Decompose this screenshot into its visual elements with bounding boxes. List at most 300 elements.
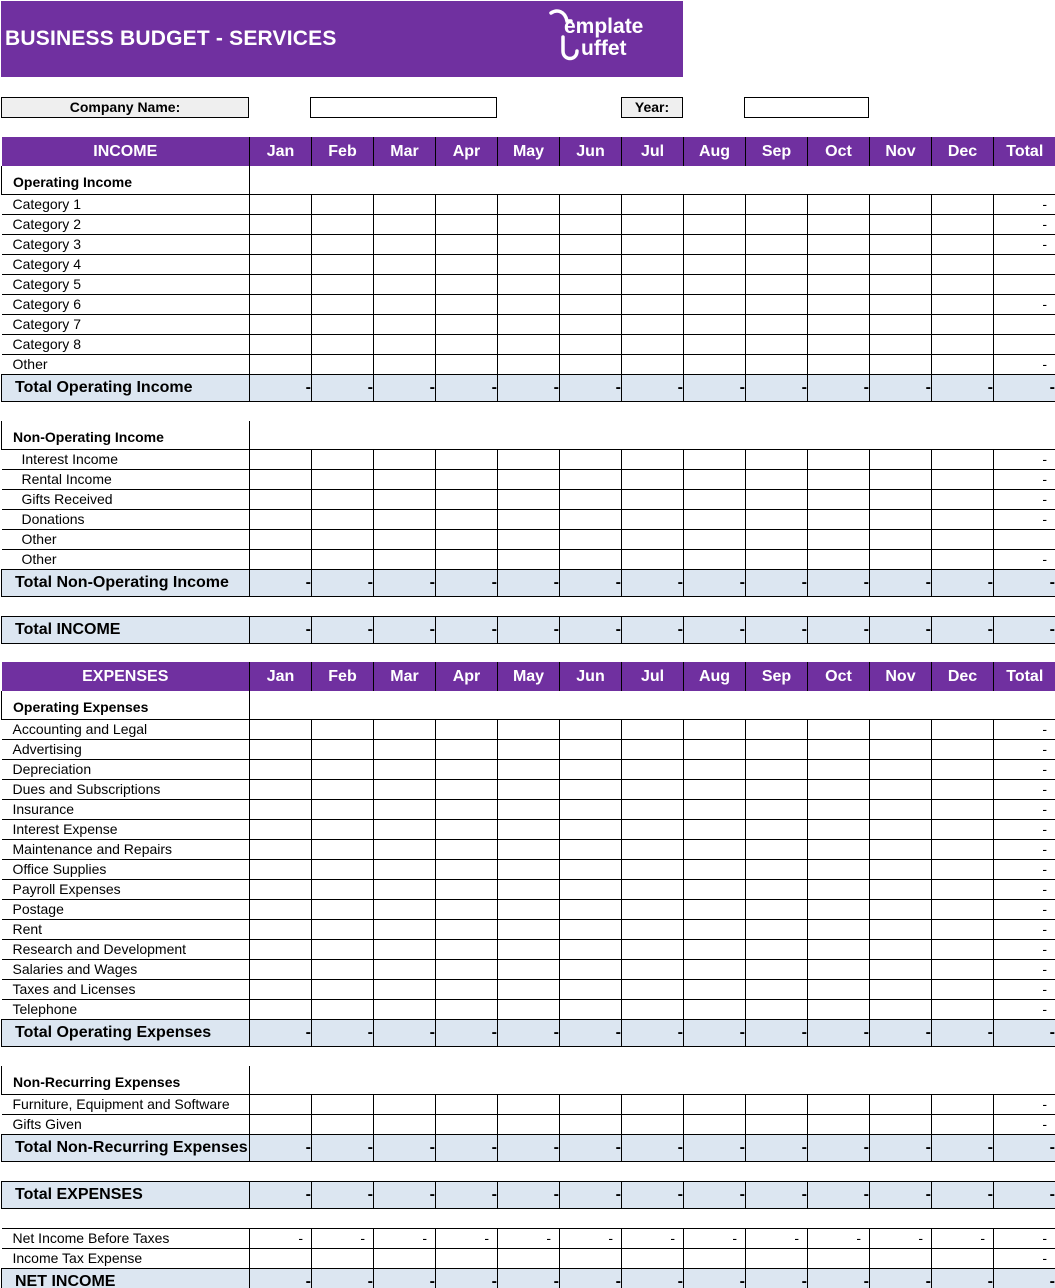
month-input-cell[interactable] bbox=[870, 719, 932, 739]
month-input-cell[interactable] bbox=[436, 979, 498, 999]
month-input-cell[interactable] bbox=[312, 509, 374, 529]
month-input-cell[interactable] bbox=[436, 719, 498, 739]
month-input-cell[interactable] bbox=[250, 334, 312, 354]
row-total-cell[interactable]: - bbox=[994, 739, 1055, 759]
month-input-cell[interactable] bbox=[250, 469, 312, 489]
month-input-cell[interactable] bbox=[870, 1094, 932, 1114]
month-input-cell[interactable] bbox=[808, 1094, 870, 1114]
month-input-cell[interactable] bbox=[684, 1114, 746, 1134]
row-total-cell[interactable]: - bbox=[994, 859, 1055, 879]
month-input-cell[interactable] bbox=[312, 939, 374, 959]
month-input-cell[interactable] bbox=[684, 939, 746, 959]
month-input-cell[interactable] bbox=[746, 214, 808, 234]
month-input-cell[interactable] bbox=[250, 959, 312, 979]
month-input-cell[interactable] bbox=[622, 879, 684, 899]
row-total-cell[interactable]: - bbox=[994, 839, 1055, 859]
month-input-cell[interactable] bbox=[498, 509, 560, 529]
month-input-cell[interactable] bbox=[250, 509, 312, 529]
month-input-cell[interactable] bbox=[808, 274, 870, 294]
month-input-cell[interactable] bbox=[374, 294, 436, 314]
month-input-cell[interactable] bbox=[622, 294, 684, 314]
month-input-cell[interactable] bbox=[622, 959, 684, 979]
month-input-cell[interactable] bbox=[312, 234, 374, 254]
month-input-cell[interactable] bbox=[684, 354, 746, 374]
month-input-cell[interactable] bbox=[870, 879, 932, 899]
month-input-cell[interactable] bbox=[870, 254, 932, 274]
month-input-cell[interactable] bbox=[498, 919, 560, 939]
month-input-cell[interactable] bbox=[436, 759, 498, 779]
month-input-cell[interactable] bbox=[498, 234, 560, 254]
month-input-cell[interactable] bbox=[560, 529, 622, 549]
month-input-cell[interactable] bbox=[560, 899, 622, 919]
month-input-cell[interactable] bbox=[560, 254, 622, 274]
month-input-cell[interactable] bbox=[622, 939, 684, 959]
month-input-cell[interactable] bbox=[870, 999, 932, 1019]
row-total-cell[interactable]: - bbox=[994, 489, 1055, 509]
month-input-cell[interactable] bbox=[746, 899, 808, 919]
month-input-cell[interactable] bbox=[684, 999, 746, 1019]
month-input-cell[interactable] bbox=[498, 899, 560, 919]
month-input-cell[interactable] bbox=[622, 214, 684, 234]
row-total-cell[interactable]: - bbox=[994, 294, 1055, 314]
month-input-cell[interactable] bbox=[312, 469, 374, 489]
row-total-cell[interactable]: - bbox=[994, 234, 1055, 254]
month-input-cell[interactable] bbox=[684, 799, 746, 819]
month-input-cell[interactable] bbox=[250, 859, 312, 879]
month-input-cell[interactable] bbox=[436, 1094, 498, 1114]
month-input-cell[interactable] bbox=[312, 959, 374, 979]
month-input-cell[interactable] bbox=[374, 254, 436, 274]
month-input-cell[interactable] bbox=[374, 799, 436, 819]
month-input-cell[interactable] bbox=[312, 1248, 374, 1268]
month-input-cell[interactable] bbox=[746, 919, 808, 939]
row-total-cell[interactable]: - bbox=[994, 214, 1055, 234]
month-input-cell[interactable] bbox=[684, 779, 746, 799]
month-input-cell[interactable] bbox=[436, 919, 498, 939]
month-input-cell[interactable] bbox=[374, 469, 436, 489]
month-input-cell[interactable] bbox=[560, 294, 622, 314]
row-total-cell[interactable] bbox=[994, 529, 1055, 549]
row-total-cell[interactable] bbox=[994, 274, 1055, 294]
month-input-cell[interactable] bbox=[560, 759, 622, 779]
month-input-cell[interactable] bbox=[808, 859, 870, 879]
month-input-cell[interactable] bbox=[808, 449, 870, 469]
month-input-cell[interactable] bbox=[498, 779, 560, 799]
month-input-cell[interactable] bbox=[808, 939, 870, 959]
month-input-cell[interactable] bbox=[374, 759, 436, 779]
month-input-cell[interactable] bbox=[932, 234, 994, 254]
month-input-cell[interactable] bbox=[498, 294, 560, 314]
month-input-cell[interactable] bbox=[312, 489, 374, 509]
month-input-cell[interactable] bbox=[250, 529, 312, 549]
month-input-cell[interactable] bbox=[746, 739, 808, 759]
month-input-cell[interactable] bbox=[436, 939, 498, 959]
month-input-cell[interactable] bbox=[808, 1248, 870, 1268]
month-input-cell[interactable] bbox=[560, 1094, 622, 1114]
month-input-cell[interactable] bbox=[436, 509, 498, 529]
month-input-cell[interactable] bbox=[932, 354, 994, 374]
month-input-cell[interactable] bbox=[312, 274, 374, 294]
month-input-cell[interactable] bbox=[932, 334, 994, 354]
month-input-cell[interactable] bbox=[684, 294, 746, 314]
row-total-cell[interactable]: - bbox=[994, 999, 1055, 1019]
month-input-cell[interactable] bbox=[684, 959, 746, 979]
month-input-cell[interactable] bbox=[684, 469, 746, 489]
month-input-cell[interactable] bbox=[622, 469, 684, 489]
month-input-cell[interactable] bbox=[684, 759, 746, 779]
month-input-cell[interactable] bbox=[932, 294, 994, 314]
month-input-cell[interactable] bbox=[746, 314, 808, 334]
month-input-cell[interactable] bbox=[250, 274, 312, 294]
month-input-cell[interactable] bbox=[932, 839, 994, 859]
month-input-cell[interactable] bbox=[870, 959, 932, 979]
month-input-cell[interactable] bbox=[436, 449, 498, 469]
row-total-cell[interactable]: - bbox=[994, 899, 1055, 919]
month-input-cell[interactable] bbox=[932, 1114, 994, 1134]
month-input-cell[interactable] bbox=[808, 254, 870, 274]
month-input-cell[interactable] bbox=[932, 194, 994, 214]
month-input-cell[interactable] bbox=[560, 919, 622, 939]
month-input-cell[interactable] bbox=[808, 469, 870, 489]
month-input-cell[interactable] bbox=[560, 839, 622, 859]
month-input-cell[interactable] bbox=[560, 354, 622, 374]
month-input-cell[interactable] bbox=[250, 1114, 312, 1134]
month-input-cell[interactable] bbox=[932, 939, 994, 959]
month-input-cell[interactable] bbox=[250, 879, 312, 899]
month-input-cell[interactable] bbox=[746, 469, 808, 489]
month-input-cell[interactable] bbox=[808, 294, 870, 314]
month-input-cell[interactable] bbox=[684, 254, 746, 274]
month-input-cell[interactable] bbox=[622, 449, 684, 469]
month-input-cell[interactable] bbox=[746, 449, 808, 469]
month-input-cell[interactable] bbox=[746, 1248, 808, 1268]
month-input-cell[interactable] bbox=[560, 469, 622, 489]
month-input-cell[interactable] bbox=[808, 979, 870, 999]
month-input-cell[interactable] bbox=[436, 354, 498, 374]
month-input-cell[interactable] bbox=[684, 214, 746, 234]
month-input-cell[interactable] bbox=[870, 334, 932, 354]
month-input-cell[interactable] bbox=[560, 489, 622, 509]
month-input-cell[interactable] bbox=[498, 529, 560, 549]
month-input-cell[interactable] bbox=[622, 1114, 684, 1134]
month-input-cell[interactable] bbox=[870, 919, 932, 939]
month-input-cell[interactable] bbox=[746, 529, 808, 549]
month-input-cell[interactable] bbox=[684, 739, 746, 759]
month-input-cell[interactable] bbox=[746, 939, 808, 959]
month-input-cell[interactable] bbox=[250, 899, 312, 919]
row-total-cell[interactable]: - bbox=[994, 509, 1055, 529]
month-input-cell[interactable] bbox=[808, 739, 870, 759]
month-input-cell[interactable] bbox=[808, 354, 870, 374]
month-input-cell[interactable] bbox=[870, 799, 932, 819]
month-input-cell[interactable] bbox=[498, 859, 560, 879]
month-input-cell[interactable] bbox=[498, 354, 560, 374]
month-input-cell[interactable] bbox=[932, 214, 994, 234]
month-input-cell[interactable] bbox=[932, 759, 994, 779]
month-input-cell[interactable] bbox=[932, 979, 994, 999]
month-input-cell[interactable] bbox=[498, 719, 560, 739]
month-input-cell[interactable] bbox=[498, 214, 560, 234]
month-input-cell[interactable] bbox=[498, 254, 560, 274]
month-input-cell[interactable] bbox=[560, 509, 622, 529]
row-total-cell[interactable]: - bbox=[994, 979, 1055, 999]
month-input-cell[interactable] bbox=[498, 449, 560, 469]
month-input-cell[interactable] bbox=[312, 529, 374, 549]
month-input-cell[interactable] bbox=[374, 234, 436, 254]
month-input-cell[interactable] bbox=[250, 549, 312, 569]
month-input-cell[interactable] bbox=[498, 939, 560, 959]
month-input-cell[interactable] bbox=[932, 819, 994, 839]
month-input-cell[interactable] bbox=[746, 254, 808, 274]
month-input-cell[interactable] bbox=[560, 214, 622, 234]
month-input-cell[interactable] bbox=[250, 779, 312, 799]
month-input-cell[interactable] bbox=[436, 819, 498, 839]
month-input-cell[interactable] bbox=[932, 859, 994, 879]
month-input-cell[interactable] bbox=[560, 859, 622, 879]
month-input-cell[interactable] bbox=[374, 1114, 436, 1134]
month-input-cell[interactable] bbox=[436, 314, 498, 334]
month-input-cell[interactable] bbox=[374, 214, 436, 234]
month-input-cell[interactable] bbox=[374, 449, 436, 469]
month-input-cell[interactable] bbox=[436, 294, 498, 314]
month-input-cell[interactable] bbox=[746, 819, 808, 839]
month-input-cell[interactable] bbox=[374, 489, 436, 509]
month-input-cell[interactable] bbox=[932, 314, 994, 334]
month-input-cell[interactable] bbox=[312, 1094, 374, 1114]
row-total-cell[interactable]: - bbox=[994, 819, 1055, 839]
month-input-cell[interactable] bbox=[436, 839, 498, 859]
month-input-cell[interactable] bbox=[250, 999, 312, 1019]
month-input-cell[interactable] bbox=[746, 979, 808, 999]
month-input-cell[interactable] bbox=[870, 354, 932, 374]
month-input-cell[interactable] bbox=[498, 739, 560, 759]
month-input-cell[interactable] bbox=[622, 314, 684, 334]
month-input-cell[interactable] bbox=[622, 334, 684, 354]
month-input-cell[interactable] bbox=[560, 549, 622, 569]
row-total-cell[interactable]: - bbox=[994, 779, 1055, 799]
month-input-cell[interactable] bbox=[746, 879, 808, 899]
month-input-cell[interactable] bbox=[250, 759, 312, 779]
month-input-cell[interactable] bbox=[870, 469, 932, 489]
month-input-cell[interactable] bbox=[684, 919, 746, 939]
month-input-cell[interactable] bbox=[560, 234, 622, 254]
month-input-cell[interactable] bbox=[622, 719, 684, 739]
row-total-cell[interactable]: - bbox=[994, 1248, 1055, 1268]
month-input-cell[interactable] bbox=[808, 779, 870, 799]
month-input-cell[interactable] bbox=[622, 489, 684, 509]
month-input-cell[interactable] bbox=[870, 939, 932, 959]
month-input-cell[interactable] bbox=[436, 799, 498, 819]
month-input-cell[interactable] bbox=[436, 214, 498, 234]
row-total-cell[interactable]: - bbox=[994, 1114, 1055, 1134]
month-input-cell[interactable] bbox=[498, 489, 560, 509]
month-input-cell[interactable] bbox=[436, 234, 498, 254]
month-input-cell[interactable] bbox=[250, 839, 312, 859]
month-input-cell[interactable] bbox=[250, 719, 312, 739]
month-input-cell[interactable] bbox=[684, 819, 746, 839]
month-input-cell[interactable] bbox=[436, 959, 498, 979]
month-input-cell[interactable] bbox=[870, 489, 932, 509]
month-input-cell[interactable] bbox=[436, 1114, 498, 1134]
month-input-cell[interactable] bbox=[932, 899, 994, 919]
month-input-cell[interactable] bbox=[436, 999, 498, 1019]
month-input-cell[interactable] bbox=[312, 334, 374, 354]
month-input-cell[interactable] bbox=[684, 334, 746, 354]
month-input-cell[interactable] bbox=[808, 799, 870, 819]
month-input-cell[interactable] bbox=[374, 899, 436, 919]
month-input-cell[interactable] bbox=[622, 509, 684, 529]
month-input-cell[interactable] bbox=[312, 799, 374, 819]
month-input-cell[interactable] bbox=[250, 254, 312, 274]
month-input-cell[interactable] bbox=[498, 314, 560, 334]
month-input-cell[interactable] bbox=[498, 274, 560, 294]
month-input-cell[interactable] bbox=[374, 779, 436, 799]
month-input-cell[interactable] bbox=[746, 234, 808, 254]
month-input-cell[interactable] bbox=[374, 859, 436, 879]
month-input-cell[interactable] bbox=[374, 979, 436, 999]
month-input-cell[interactable] bbox=[498, 1248, 560, 1268]
month-input-cell[interactable] bbox=[622, 194, 684, 214]
month-input-cell[interactable] bbox=[684, 839, 746, 859]
month-input-cell[interactable] bbox=[436, 469, 498, 489]
row-total-cell[interactable]: - bbox=[994, 354, 1055, 374]
month-input-cell[interactable] bbox=[622, 859, 684, 879]
month-input-cell[interactable] bbox=[870, 509, 932, 529]
month-input-cell[interactable] bbox=[808, 999, 870, 1019]
month-input-cell[interactable] bbox=[808, 194, 870, 214]
month-input-cell[interactable] bbox=[560, 999, 622, 1019]
month-input-cell[interactable] bbox=[250, 214, 312, 234]
month-input-cell[interactable] bbox=[560, 819, 622, 839]
row-total-cell[interactable]: - bbox=[994, 719, 1055, 739]
month-input-cell[interactable] bbox=[808, 489, 870, 509]
month-input-cell[interactable] bbox=[746, 334, 808, 354]
month-input-cell[interactable] bbox=[250, 449, 312, 469]
month-input-cell[interactable] bbox=[746, 959, 808, 979]
month-input-cell[interactable] bbox=[560, 739, 622, 759]
month-input-cell[interactable] bbox=[746, 489, 808, 509]
month-input-cell[interactable] bbox=[746, 354, 808, 374]
month-input-cell[interactable] bbox=[498, 469, 560, 489]
month-input-cell[interactable] bbox=[374, 334, 436, 354]
month-input-cell[interactable] bbox=[374, 529, 436, 549]
month-input-cell[interactable] bbox=[312, 314, 374, 334]
month-input-cell[interactable] bbox=[684, 234, 746, 254]
row-total-cell[interactable]: - bbox=[994, 549, 1055, 569]
month-input-cell[interactable] bbox=[436, 899, 498, 919]
month-input-cell[interactable] bbox=[808, 759, 870, 779]
month-input-cell[interactable] bbox=[250, 194, 312, 214]
month-input-cell[interactable] bbox=[932, 1248, 994, 1268]
month-input-cell[interactable] bbox=[622, 529, 684, 549]
month-input-cell[interactable] bbox=[374, 1094, 436, 1114]
month-input-cell[interactable] bbox=[932, 959, 994, 979]
month-input-cell[interactable] bbox=[870, 899, 932, 919]
month-input-cell[interactable] bbox=[808, 899, 870, 919]
month-input-cell[interactable] bbox=[746, 999, 808, 1019]
month-input-cell[interactable] bbox=[808, 839, 870, 859]
month-input-cell[interactable] bbox=[498, 839, 560, 859]
month-input-cell[interactable] bbox=[622, 739, 684, 759]
month-input-cell[interactable] bbox=[622, 819, 684, 839]
month-input-cell[interactable] bbox=[312, 879, 374, 899]
month-input-cell[interactable] bbox=[746, 194, 808, 214]
month-input-cell[interactable] bbox=[746, 1094, 808, 1114]
year-field[interactable] bbox=[744, 97, 869, 118]
month-input-cell[interactable] bbox=[622, 979, 684, 999]
month-input-cell[interactable] bbox=[436, 489, 498, 509]
month-input-cell[interactable] bbox=[560, 194, 622, 214]
month-input-cell[interactable] bbox=[746, 859, 808, 879]
month-input-cell[interactable] bbox=[746, 719, 808, 739]
month-input-cell[interactable] bbox=[808, 314, 870, 334]
month-input-cell[interactable] bbox=[498, 979, 560, 999]
month-input-cell[interactable] bbox=[436, 779, 498, 799]
row-total-cell[interactable]: - bbox=[994, 449, 1055, 469]
month-input-cell[interactable] bbox=[498, 334, 560, 354]
month-input-cell[interactable] bbox=[560, 879, 622, 899]
month-input-cell[interactable] bbox=[932, 779, 994, 799]
month-input-cell[interactable] bbox=[932, 1094, 994, 1114]
month-input-cell[interactable] bbox=[684, 899, 746, 919]
month-input-cell[interactable] bbox=[622, 899, 684, 919]
month-input-cell[interactable] bbox=[684, 529, 746, 549]
month-input-cell[interactable] bbox=[250, 489, 312, 509]
month-input-cell[interactable] bbox=[870, 234, 932, 254]
month-input-cell[interactable] bbox=[808, 1114, 870, 1134]
month-input-cell[interactable] bbox=[374, 839, 436, 859]
month-input-cell[interactable] bbox=[870, 449, 932, 469]
month-input-cell[interactable] bbox=[312, 254, 374, 274]
month-input-cell[interactable] bbox=[684, 194, 746, 214]
month-input-cell[interactable] bbox=[436, 194, 498, 214]
month-input-cell[interactable] bbox=[808, 719, 870, 739]
month-input-cell[interactable] bbox=[312, 354, 374, 374]
month-input-cell[interactable] bbox=[436, 254, 498, 274]
month-input-cell[interactable] bbox=[250, 354, 312, 374]
month-input-cell[interactable] bbox=[250, 314, 312, 334]
month-input-cell[interactable] bbox=[312, 449, 374, 469]
month-input-cell[interactable] bbox=[684, 449, 746, 469]
month-input-cell[interactable] bbox=[498, 819, 560, 839]
month-input-cell[interactable] bbox=[746, 839, 808, 859]
month-input-cell[interactable] bbox=[746, 509, 808, 529]
month-input-cell[interactable] bbox=[312, 194, 374, 214]
month-input-cell[interactable] bbox=[436, 859, 498, 879]
month-input-cell[interactable] bbox=[932, 799, 994, 819]
month-input-cell[interactable] bbox=[498, 999, 560, 1019]
month-input-cell[interactable] bbox=[870, 294, 932, 314]
month-input-cell[interactable] bbox=[560, 1114, 622, 1134]
row-total-cell[interactable] bbox=[994, 254, 1055, 274]
row-total-cell[interactable]: - bbox=[994, 799, 1055, 819]
month-input-cell[interactable] bbox=[746, 549, 808, 569]
month-input-cell[interactable] bbox=[312, 739, 374, 759]
month-input-cell[interactable] bbox=[374, 314, 436, 334]
month-input-cell[interactable] bbox=[932, 254, 994, 274]
month-input-cell[interactable] bbox=[312, 859, 374, 879]
row-total-cell[interactable]: - bbox=[994, 919, 1055, 939]
month-input-cell[interactable] bbox=[808, 919, 870, 939]
month-input-cell[interactable] bbox=[436, 549, 498, 569]
month-input-cell[interactable] bbox=[870, 314, 932, 334]
month-input-cell[interactable] bbox=[684, 879, 746, 899]
month-input-cell[interactable] bbox=[870, 779, 932, 799]
month-input-cell[interactable] bbox=[932, 469, 994, 489]
month-input-cell[interactable] bbox=[560, 334, 622, 354]
month-input-cell[interactable] bbox=[808, 509, 870, 529]
month-input-cell[interactable] bbox=[560, 314, 622, 334]
